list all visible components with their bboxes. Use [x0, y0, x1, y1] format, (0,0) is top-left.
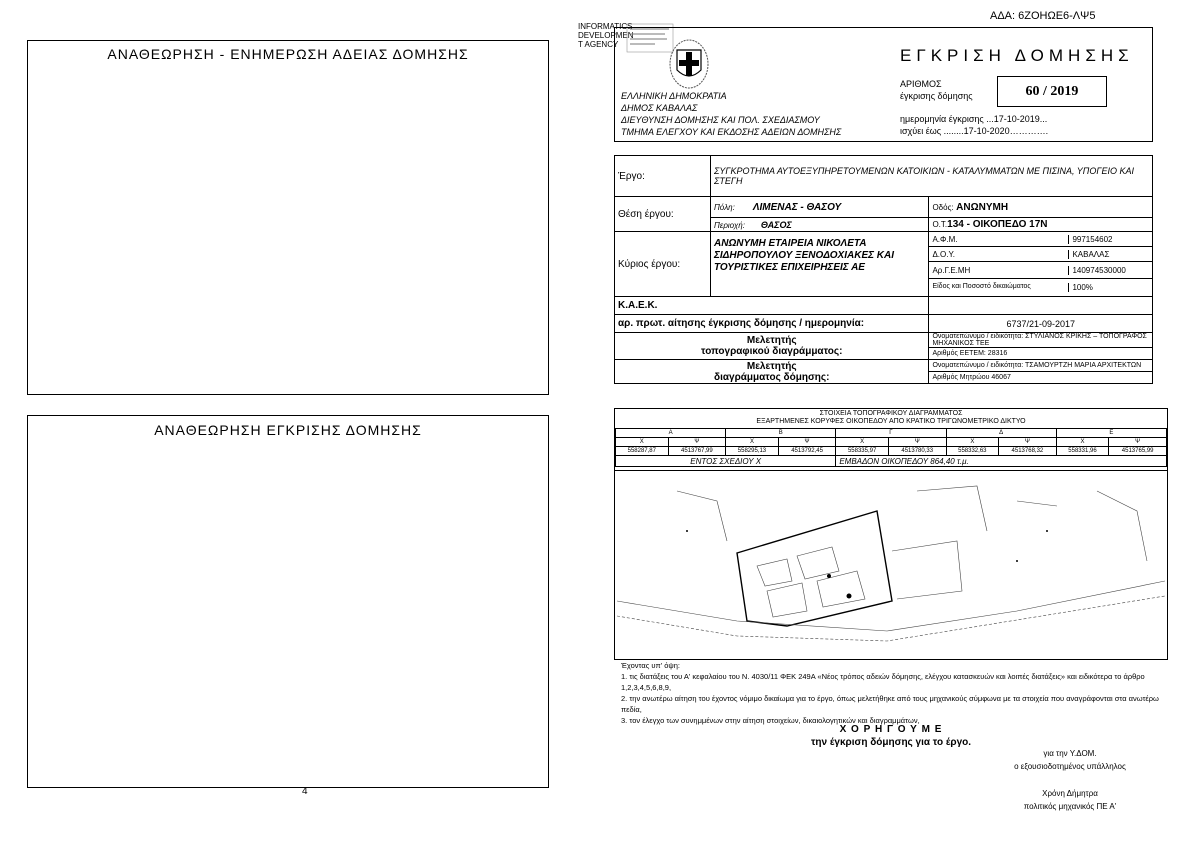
location-label: Θέση έργου: — [615, 197, 711, 232]
considering-item-3: 3. τον έλεγχο των συνημμένων στην αίτηση στοιχείων, δικαιολογητικών και διαγραμμάτων, — [621, 716, 920, 725]
vertex-name: Α — [616, 429, 726, 438]
x-header: Χ — [1056, 438, 1109, 447]
revision-approval-title: ΑΝΑΘΕΩΡΗΣΗ ΕΓΚΡΙΣΗΣ ΔΟΜΗΣΗΣ — [154, 422, 422, 438]
surveyor-label-1: Μελετητής — [746, 335, 797, 346]
city-value: ΛΙΜΕΝΑΣ - ΘΑΣΟΥ — [752, 201, 842, 213]
block-value: 134 - ΟΙΚΟΠΕΔΟ 17Ν — [947, 219, 1048, 230]
vertex-y: 4513765,99 — [1109, 447, 1167, 456]
project-value: ΣΥΓΚΡΟΤΗΜΑ ΑΥΤΟΕΞΥΠΗΡΕΤΟΥΜΕΝΩΝ ΚΑΤΟΙΚΙΩΝ - ΚΑΤΑΛΥΜΜΑΤΩΝ ΜΕ ΠΙΣΙΝΑ, ΥΠΟΓΕΙΟ ΚΑΙ ΣΤΕΓΗ — [711, 156, 1153, 197]
signature-block — [1000, 747, 1140, 813]
y-header: Ψ — [999, 438, 1057, 447]
revision-approval-box — [27, 415, 549, 788]
area-cell — [711, 218, 929, 232]
vertex-name: Δ — [946, 429, 1056, 438]
vertex-x: 558287,87 — [616, 447, 669, 456]
vertex-name: Γ — [836, 429, 946, 438]
issuing-authority — [621, 90, 841, 138]
topo-title-1: ΣΤΟΙΧΕΙΑ ΤΟΠΟΓΡΑΦΙΚΟΥ ΔΙΑΓΡΑΜΜΑΤΟΣ — [819, 410, 963, 417]
project-info-table — [614, 155, 1153, 384]
surveyor-reg: Αριθμός ΕΕΤΕΜ: 28316 — [929, 348, 1153, 360]
vertex-y: 4513792,45 — [778, 447, 836, 456]
signature-name: Χρόνη Δήμητρα — [1042, 789, 1098, 798]
number-label — [900, 78, 973, 102]
plot-area: ΕΜΒΑΔΟΝ ΟΙΚΟΠΕΔΟΥ 864,40 τ.μ. — [836, 456, 1167, 467]
page-number: 4 — [302, 786, 308, 797]
architect-label — [615, 360, 929, 384]
doy-cell — [929, 247, 1153, 262]
share-value: 100% — [1072, 283, 1093, 292]
protocol-label: αρ. πρωτ. αίτησης έγκρισης δόμησης / ημερομηνία: — [615, 315, 929, 333]
gemi-label: Αρ.Γ.Ε.ΜΗ — [929, 266, 1069, 275]
doy-value: ΚΑΒΑΛΑΣ — [1072, 249, 1110, 259]
street-label: Οδός: — [932, 202, 954, 212]
number-label-2: έγκρισης δόμησης — [900, 91, 973, 101]
revision-update-box — [27, 40, 549, 395]
document-title: ΕΓΚΡΙΣΗ ΔΟΜΗΣΗΣ — [900, 46, 1134, 65]
area-label: Περιοχή: — [714, 220, 745, 230]
stamp-line-1: INFORMATICS — [578, 22, 633, 31]
considering-section — [621, 660, 1161, 726]
x-header: Χ — [946, 438, 999, 447]
authority-line-1: ΕΛΛΗΝΙΚΗ ΔΗΜΟΚΡΑΤΙΑ — [621, 91, 727, 101]
share-cell — [929, 279, 1153, 297]
vertex-y: 4513780,33 — [888, 447, 946, 456]
valid-until: ισχύει έως ........17-10-2020…………. — [900, 126, 1049, 136]
approval-date: ημερομηνία έγκρισης ...17-10-2019... — [900, 114, 1048, 124]
kaek-label: Κ.Α.Ε.Κ. — [615, 297, 929, 315]
greek-coat-of-arms-icon — [667, 38, 711, 90]
topo-title — [615, 410, 1167, 426]
vertex-x: 558331,96 — [1056, 447, 1109, 456]
kaek-value — [929, 297, 1153, 315]
number-label-1: ΑΡΙΘΜΟΣ — [900, 79, 942, 89]
protocol-value: 6737/21-09-2017 — [929, 315, 1153, 333]
topographic-panel — [614, 408, 1168, 660]
vertex-x: 558332,63 — [946, 447, 999, 456]
vertex-name: Β — [726, 429, 836, 438]
architect-reg: Αριθμός Μητρώου 46067 — [929, 372, 1153, 384]
city-cell — [711, 197, 929, 218]
y-header: Ψ — [778, 438, 836, 447]
doy-label: Δ.Ο.Υ. — [929, 250, 1069, 259]
owner-value: ΑΝΩΝΥΜΗ ΕΤΑΙΡΕΙΑ ΝΙΚΟΛΕΤΑ ΣΙΔΗΡΟΠΟΥΛΟΥ ΞΕΝΟΔΟΧΙΑΚΕΣ ΚΑΙ ΤΟΥΡΙΣΤΙΚΕΣ ΕΠΙΧΕΙΡΗΣΕΙΣ ΑΕ — [711, 232, 929, 297]
afm-value: 997154602 — [1072, 234, 1113, 244]
plan-status: ΕΝΤΟΣ ΣΧΕΔΙΟΥ Χ — [616, 456, 836, 467]
street-value: ΑΝΩΝΥΜΗ — [956, 201, 1009, 213]
stamp-line-2: DEVELOPMEN — [578, 31, 634, 40]
considering-item-1: 1. τις διατάξεις του Α' κεφαλαίου του Ν. 4030/11 ΦΕΚ 249Α «Νέος τρόπος αδειών δόμησης, ελέγχου κατασκευών και λοιπές διατάξεις» και ειδικότερα το άρθρο 1,2,3,4,5,6,8,9, — [621, 672, 1145, 692]
ada-code: ΑΔΑ: 6ΖΟΗΩΕ6-ΛΨ5 — [990, 10, 1096, 22]
authority-line-2: ΔΗΜΟΣ ΚΑΒΑΛΑΣ — [621, 103, 698, 113]
grant-text: την έγκριση δόμησης για το έργο. — [810, 737, 972, 748]
gemi-value: 140974530000 — [1072, 265, 1126, 275]
owner-label: Κύριος έργου: — [615, 232, 711, 297]
y-header: Ψ — [668, 438, 726, 447]
site-plan-drawing — [617, 471, 1165, 657]
x-header: Χ — [726, 438, 779, 447]
afm-label: Α.Φ.Μ. — [929, 235, 1069, 244]
afm-cell — [929, 232, 1153, 247]
surveyor-label — [615, 333, 929, 360]
vertices-table — [615, 428, 1167, 467]
topo-title-2: ΕΞΑΡΤΗΜΕΝΕΣ ΚΟΡΥΦΕΣ ΟΙΚΟΠΕΔΟΥ ΑΠΟ ΚΡΑΤΙΚΟ ΤΡΙΓΩΝΟΜΕΤΡΙΚΟ ΔΙΚΤΥΟ — [756, 418, 1026, 425]
signature-line-2: ο εξουσιοδοτημένος υπάλληλος — [1014, 762, 1126, 771]
block-label: Ο.Τ. — [932, 220, 948, 229]
y-header: Ψ — [1109, 438, 1167, 447]
grant-heading: Χ Ο Ρ Η Γ Ο Υ Μ Ε — [839, 724, 943, 735]
considering-heading: Έχοντας υπ' όψη: — [621, 661, 680, 670]
architect-label-2: διαγράμματος δόμησης: — [714, 371, 830, 383]
vertex-y: 4513768,32 — [999, 447, 1057, 456]
stamp-line-3: T AGENCY — [578, 40, 619, 49]
authority-line-4: ΤΜΗΜΑ ΕΛΕΓΧΟΥ ΚΑΙ ΕΚΔΟΣΗΣ ΑΔΕΙΩΝ ΔΟΜΗΣΗΣ — [621, 127, 842, 137]
considering-item-2: 2. την ανωτέρω αίτηση του έχοντος νόμιμο δικαίωμα για το έργο, όπως μελετήθηκε από τους μηχανικούς σύμφωνα με τα στοιχεία που αναγράφονται στα ανωτέρω πεδία, — [621, 694, 1159, 714]
architect-label-1: Μελετητής — [746, 360, 797, 372]
x-header: Χ — [836, 438, 889, 447]
y-header: Ψ — [888, 438, 946, 447]
vertex-name: Ε — [1056, 429, 1166, 438]
city-label: Πόλη: — [714, 202, 735, 212]
architect-name: Ονοματεπώνυμο / ειδικότητα: ΤΣΑΜΟΥΡΤΖΗ ΜΑΡΙΑ ΑΡΧΙΤΕΚΤΩΝ — [929, 360, 1153, 372]
surveyor-label-2: τοπογραφικού διαγράμματος: — [701, 346, 843, 357]
signature-line-1: για την Υ.ΔΟΜ. — [1043, 749, 1097, 758]
authority-line-3: ΔΙΕΥΘΥΝΣΗ ΔΟΜΗΣΗΣ ΚΑΙ ΠΟΛ. ΣΧΕΔΙΑΣΜΟΥ — [621, 115, 820, 125]
gemi-cell — [929, 262, 1153, 279]
project-label: Έργο: — [615, 156, 711, 197]
approval-number: 60 / 2019 — [997, 76, 1107, 107]
signature-title: πολιτικός μηχανικός ΠΕ Α' — [1023, 802, 1117, 811]
revision-update-title: ΑΝΑΘΕΩΡΗΣΗ - ΕΝΗΜΕΡΩΣΗ ΑΔΕΙΑΣ ΔΟΜΗΣΗΣ — [107, 46, 469, 62]
surveyor-name: Ονοματεπώνυμο / ειδικότητα: ΣΤΥΛΙΑΝΟΣ ΚΡΙΚΗΣ – ΤΟΠΟΓΡΑΦΟΣ ΜΗΧΑΝΙΚΟΣ ΤΕΕ — [929, 333, 1153, 348]
vertex-x: 558335,97 — [836, 447, 889, 456]
share-label: Είδος και Ποσοστό δικαιώματος — [929, 283, 1069, 292]
x-header: Χ — [616, 438, 669, 447]
block-cell — [929, 218, 1153, 232]
vertex-y: 4513767,99 — [668, 447, 726, 456]
area-value: ΘΑΣΟΣ — [760, 219, 792, 230]
vertex-x: 558295,13 — [726, 447, 779, 456]
approval-header — [614, 27, 1153, 142]
street-cell — [929, 197, 1153, 218]
